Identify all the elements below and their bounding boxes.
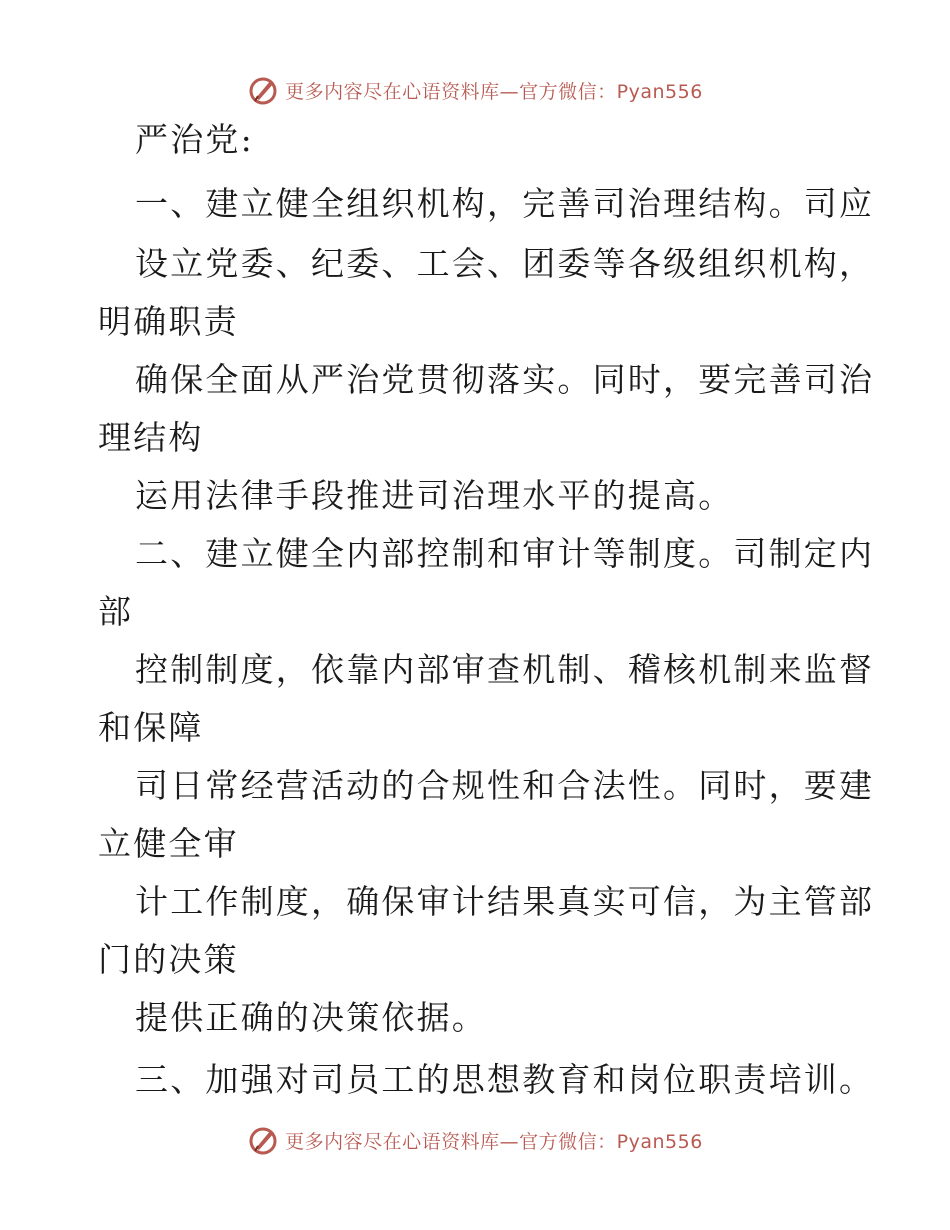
watermark-header [0, 70, 950, 110]
text-line: 明确职责 [98, 302, 239, 341]
text-line: 三、加强对司员工的思想教育和岗位职责培训。 [135, 1060, 875, 1099]
watermark-text: 更多内容尽在心语资料库—官方微信：Pyan556 [285, 80, 703, 103]
quill-logo-icon [247, 74, 279, 106]
text-line: 严治党: [135, 120, 254, 159]
text-line: 部 [98, 592, 134, 631]
text-line: 确保全面从严治党贯彻落实。同时，要完善司治 [135, 360, 875, 399]
text-line: 设立党委、纪委、工会、团委等各级组织机构， [135, 244, 875, 283]
text-line: 二、建立健全内部控制和审计等制度。司制定内 [135, 534, 875, 573]
text-line: 司日常经营活动的合规性和合法性。同时，要建 [135, 766, 875, 805]
text-line: 提供正确的决策依据。 [135, 998, 487, 1037]
text-line: 理结构 [98, 418, 204, 457]
text-line: 和保障 [98, 708, 204, 747]
watermark-footer [0, 1120, 950, 1160]
text-line: 立健全审 [98, 824, 239, 863]
text-line: 计工作制度，确保审计结果真实可信，为主管部 [135, 882, 875, 921]
text-line: 一、建立健全组织机构，完善司治理结构。司应 [135, 184, 875, 223]
quill-logo-icon [247, 1124, 279, 1156]
text-line: 控制制度，依靠内部审查机制、稽核机制来监督 [135, 650, 875, 689]
watermark-text: 更多内容尽在心语资料库—官方微信：Pyan556 [285, 1130, 703, 1153]
text-line: 门的决策 [98, 940, 239, 979]
text-line: 运用法律手段推进司治理水平的提高。 [135, 476, 734, 515]
